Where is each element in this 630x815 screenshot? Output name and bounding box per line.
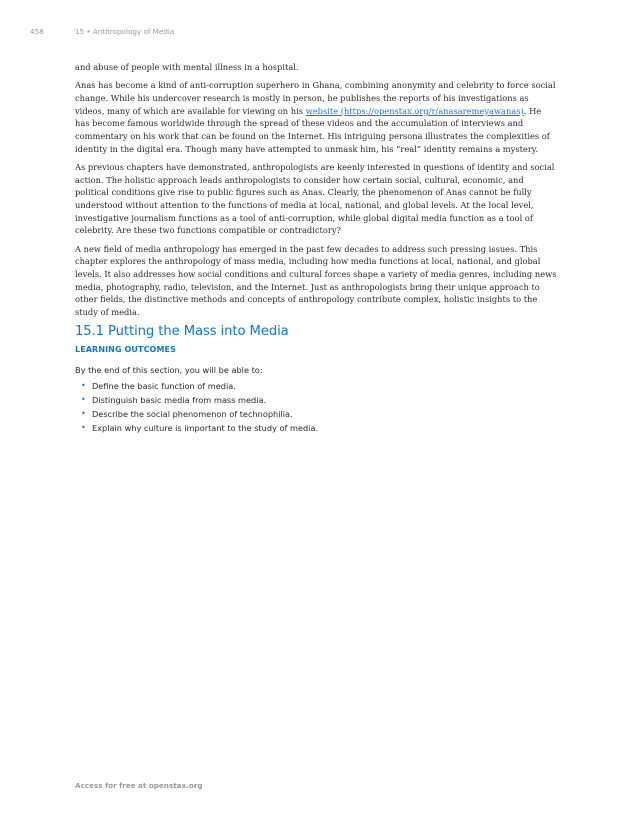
section-title: 15.1 Putting the Mass into Media [75, 324, 289, 340]
paragraph-text: . He has become famous worldwide through the spread of these videos and the accumulation of interviews and commentary on his work that can be found on the Internet. His intriguing persona illustrates the complexities of identity in the digital era. Though many have attempted to unmask him, his “real” identity remains a mystery. [75, 105, 550, 154]
list-item [81, 421, 557, 435]
paragraph-text: and abuse of people with mental illness in a hospital. [75, 62, 299, 72]
paragraph-text: Anas has become a kind of anti-corruption superhero in Ghana, combining anonymity and celebrity to force social change. While his undercover research is mostly in person, he publishes the reports of his investigations as videos, many of which are available for viewing on his [75, 80, 556, 116]
website-link[interactable]: website (https://openstax.org/r/anasaremeyawanas) [305, 105, 524, 116]
page-footer: Access for free at openstax.org [75, 781, 203, 790]
bullet-icon: • [81, 409, 86, 419]
bullet-icon: • [81, 395, 86, 405]
paragraph-continuation [75, 61, 557, 74]
page-header [0, 27, 630, 39]
paragraph-text: As previous chapters have demonstrated, anthropologists are keenly interested in questions of identity and social action. The holistic approach leads anthropologists to consider how certain social, cultural, economic, and political conditions give rise to public figures such as Anas. Clearly, the phenomenon of Anas cannot be fully understood without attention to the functions of media at local, national, and global levels. At the local level, investigative journalism functions as a tool of anti-corruption, while global digital media function as a tool of celebrity. Are these two functions compatible or contradictory? [75, 161, 555, 236]
list-item-text: Distinguish basic media from mass media. [92, 395, 267, 406]
paragraph-anas [75, 79, 557, 155]
bullet-icon: • [81, 423, 86, 433]
list-item-text: Define the basic function of media. [92, 381, 236, 392]
paragraph-text: A new field of media anthropology has emerged in the past few decades to address such pressing issues. This chapter explores the anthropology of mass media, including how media functions at local, national, and global levels. It also addresses how social conditions and cultural forces shape a variety of media genres, including news media, photography, radio, television, and the Internet. Just as anthropologists bring their unique approach to other fields, the distinctive methods and concepts of anthropology contribute complex, holistic insights to the study of media. [75, 243, 557, 318]
list-item [81, 379, 557, 393]
learning-outcomes-list [75, 379, 557, 435]
paragraph-identity [75, 161, 557, 237]
bullet-icon: • [81, 381, 86, 391]
learning-outcomes-heading: LEARNING OUTCOMES [75, 345, 176, 355]
list-item-text: Describe the social phenomenon of technophilia. [92, 409, 293, 420]
list-item [81, 407, 557, 421]
main-content [75, 61, 557, 435]
list-item [81, 393, 557, 407]
running-head: 15 • Anthropology of Media [75, 27, 175, 36]
learning-outcomes-intro: By the end of this section, you will be able to: [75, 365, 263, 376]
paragraph-media-anthropology [75, 243, 557, 319]
page-number: 458 [30, 27, 44, 36]
list-item-text: Explain why culture is important to the study of media. [92, 423, 319, 434]
